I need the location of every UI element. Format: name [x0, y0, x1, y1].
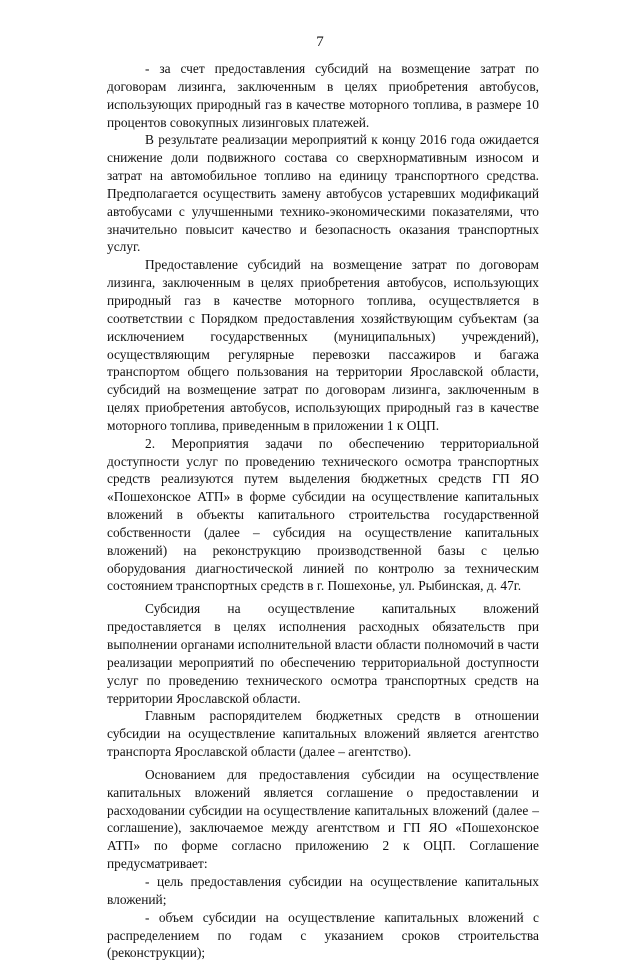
paragraph-7: Основанием для предоставления субсидии на осуществление капитальных вложений является соглашение о предоставлении и расходовании субсидии на осуществление капитальных вложений (далее – соглашение), заключаемое между агентством и ГП ЯО «Пошехонское АТП» по форме согласно приложению 2 к ОЦП. Соглашение предусматривает:	[107, 766, 539, 872]
paragraph-8: - цель предоставления субсидии на осуществление капитальных вложений;	[107, 873, 539, 907]
paragraph-2: В результате реализации мероприятий к концу 2016 года ожидается снижение доли подвижного состава со сверхнормативным износом и затрат на автомобильное топливо на единицу транспортного средства. Предполагается осуществить замену автобусов устаревших модификаций автобусами с улучшенными технико-экономическими показателями, что значительно повысит качество и безопасность оказания транспортных услуг.	[107, 132, 539, 255]
paragraph-4: 2. Мероприятия задачи по обеспечению территориальной доступности услуг по проведению технического осмотра транспортных средств реализуются путем выделения бюджетных средств ГП ЯО «Пошехонское АТП» в форме субсидии на осуществление капитальных вложений в объекты капитального строительства государственной собственности (далее – субсидия на осуществление капитальных вложений) на реконструкцию производственной базы с целью оборудования диагностической линией по контролю за техническим состоянием транспортных средств в г. Пошехонье, ул. Рыбинская, д. 47г.	[107, 435, 539, 594]
document-body	[107, 60, 539, 962]
paragraph-9: - объем субсидии на осуществление капитальных вложений с распределением по годам с указанием сроков строительства (реконструкции);	[107, 909, 539, 961]
paragraph-5: Субсидия на осуществление капитальных вложений предоставляется в целях исполнения расходных обязательств при выполнении органами исполнительной власти области полномочий в части реализации мероприятий по обеспечению территориальной доступности услуг по проведению технического осмотра транспортных средств на территории Ярославской области.	[107, 601, 539, 706]
paragraph-1: - за счет предоставления субсидий на возмещение затрат по договорам лизинга, заключенным в целях приобретения автобусов, использующих природный газ в качестве моторного топлива, в размере 10 процентов совокупных лизинговых платежей.	[107, 61, 539, 130]
paragraph-3: Предоставление субсидий на возмещение затрат по договорам лизинга, заключенным в целях приобретения автобусов, использующих природный газ в качестве моторного топлива, осуществляется в соответствии с Порядком предоставления хозяйствующим субъектам (за исключением государственных (муниципальных) учреждений), осуществляющим регулярные перевозки пассажиров и багажа транспортом общего пользования на территории Ярославской области, субсидий на возмещение затрат по договорам лизинга, заключенным в целях приобретения автобусов, использующих природный газ в качестве моторного топлива, приведенным в приложении 1 к ОЦП.	[107, 257, 539, 433]
page-number: 7	[316, 34, 324, 50]
paragraph-6: Главным распорядителем бюджетных средств в отношении субсидии на осуществление капитальных вложений является агентство транспорта Ярославской области (далее – агентство).	[107, 708, 539, 760]
